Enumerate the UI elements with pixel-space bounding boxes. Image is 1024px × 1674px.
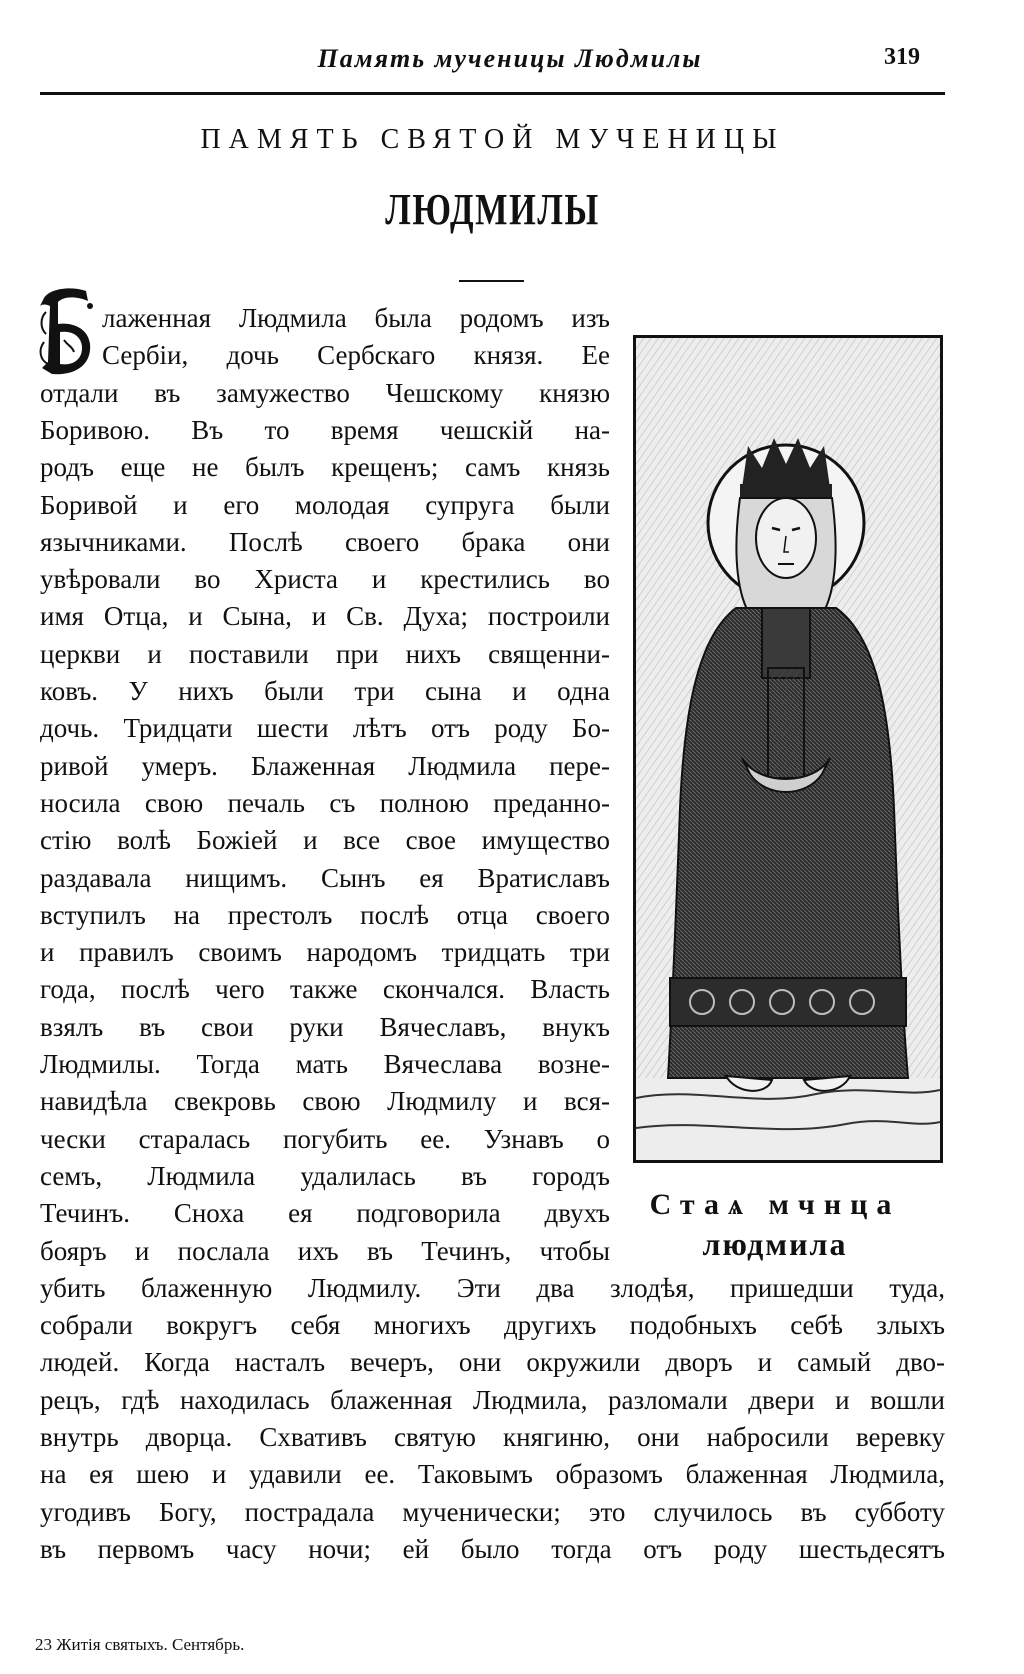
text-line: внутрь дворца. Схвативъ святую княгиню, они набросили веревку <box>40 1422 945 1452</box>
page-number: 319 <box>884 44 920 70</box>
heading-rule <box>459 280 524 282</box>
text-line: стію волѣ Божіей и все свое имущество <box>40 825 610 856</box>
text-line: дочь. Тридцати шести лѣтъ отъ роду Бо- <box>40 713 610 744</box>
text-line: ковъ. У нихъ были три сына и одна <box>40 676 610 706</box>
text-line: убить блаженную Людмилу. Эти два злодѣя, пришедши туда, <box>40 1272 945 1303</box>
text-line: семъ, Людмила удалилась въ городъ <box>40 1160 610 1191</box>
text-line: носила свою печаль съ полною преданно- <box>40 787 610 818</box>
text-line: въ первомъ часу ночи; ей было тогда отъ роду шестьдесятъ <box>40 1533 945 1564</box>
text-line: ривой умеръ. Блаженная Людмила пере- <box>40 750 610 781</box>
text-line: бояръ и послала ихъ въ Течинъ, чтобы <box>40 1235 610 1266</box>
drop-cap-b-icon <box>38 282 96 380</box>
text-line: Боривою. Въ то время чешскій на- <box>40 414 610 445</box>
text-line: отдали въ замужество Чешскому князю <box>40 377 610 408</box>
text-line: угодивъ Богу, пострадала мученически; это случилось въ субботу <box>40 1496 945 1527</box>
running-title: Память мученицы Людмилы <box>317 44 703 73</box>
text-line: Сербіи, дочь Сербскаго князя. Ее <box>102 340 610 371</box>
illustration-caption-line2: людмила <box>702 1226 848 1262</box>
text-line: навидѣла свекровь свою Людмилу и вся- <box>40 1086 610 1117</box>
saint-ludmila-icon-illustration <box>633 335 943 1163</box>
text-line: рецъ, гдѣ находилась блаженная Людмила, разломали двери и вошли <box>40 1384 945 1415</box>
text-line: чески старалась погубить ее. Узнавъ о <box>40 1123 610 1154</box>
text-line: Людмилы. Тогда мать Вячеслава возне- <box>40 1049 610 1079</box>
footer-signature: 23 Житія святыхъ. Сентябрь. <box>35 1635 245 1654</box>
text-line: раздавала нищимъ. Сынъ ея Вратиславъ <box>40 862 610 893</box>
page-header <box>40 42 945 95</box>
text-line: собрали вокругъ себя многихъ другихъ подобныхъ себѣ злыхъ <box>40 1310 945 1341</box>
text-line: увѣровали во Христа и крестились во <box>40 564 610 595</box>
text-line: года, послѣ чего также скончался. Власть <box>40 974 610 1005</box>
text-line: имя Отца, и Сына, и Св. Духа; построили <box>40 601 610 632</box>
chapter-heading-line2: ЛЮДМИЛЫ <box>385 185 600 234</box>
text-line: язычниками. Послѣ своего брака они <box>40 526 610 557</box>
text-line: Течинъ. Сноха ея подговорила двухъ <box>40 1198 610 1229</box>
illustration-caption-line1: Стаѧ мчнца <box>649 1188 901 1221</box>
chapter-heading-line1: ПАМЯТЬ СВЯТОЙ МУЧЕНИЦЫ <box>200 124 785 155</box>
text-line: на ея шею и удавили ее. Таковымъ образомъ блаженная Людмила, <box>40 1459 945 1490</box>
text-line: и правилъ своимъ народомъ тридцать три <box>40 937 610 968</box>
text-line: церкви и поставили при нихъ священни- <box>40 638 610 669</box>
text-line: взялъ въ свои руки Вячеславъ, внукъ <box>40 1011 610 1042</box>
text-line: вступилъ на престолъ послѣ отца своего <box>40 899 610 930</box>
text-line: лаженная Людмила была родомъ изъ <box>102 303 610 333</box>
text-line: Боривой и его молодая супруга были <box>40 489 610 520</box>
text-line: родъ еще не былъ крещенъ; самъ князь <box>40 452 610 483</box>
text-line: людей. Когда насталъ вечеръ, они окружили дворъ и самый дво- <box>40 1347 945 1378</box>
